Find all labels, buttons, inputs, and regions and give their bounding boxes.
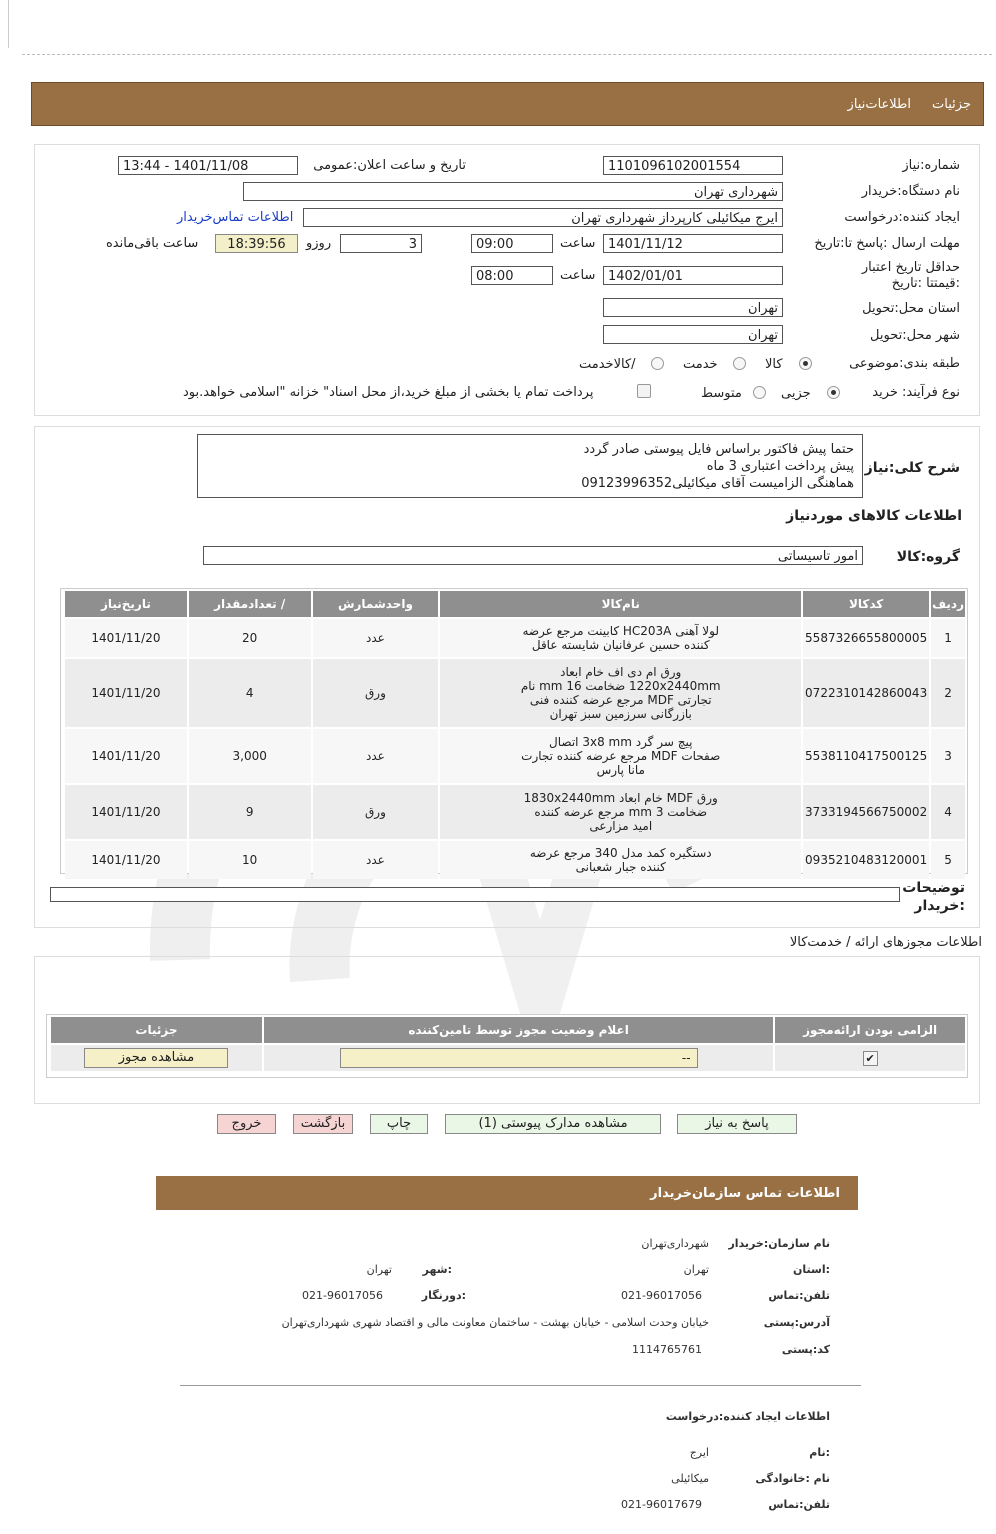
province-field: تهران <box>603 298 783 317</box>
row-name-line: مانا پارس <box>596 763 645 777</box>
contact-phone-label: تلفن:تماس <box>768 1289 830 1302</box>
process-medium-label: متوسط <box>701 386 742 401</box>
province-label: استان محل:تحویل <box>862 301 960 316</box>
back-button[interactable]: بازگشت <box>293 1114 353 1134</box>
contact-postal-label: کد:پستی <box>781 1343 830 1356</box>
buyer-org-label: نام دستگاه:خریدار <box>861 184 960 199</box>
description-line-1: حتما پیش فاکتور براساس فایل پیوستی صادر گردد <box>583 442 854 457</box>
col-row-header: ردیف <box>931 591 965 617</box>
page-header <box>31 82 984 126</box>
row-name-line: کننده جبار شعبانی <box>575 860 666 874</box>
row-index: 4 <box>931 785 965 839</box>
row-code: 0722310142860043 <box>803 659 929 727</box>
row-index: 3 <box>931 729 965 783</box>
row-index: 5 <box>931 841 965 879</box>
col-name-header: نام‌کالا <box>440 591 801 617</box>
buyer-notes-field <box>50 887 900 902</box>
creator-family-label: نام :خانوادگی <box>755 1472 830 1485</box>
row-name <box>440 659 801 727</box>
top-divider <box>22 54 992 55</box>
goods-table-header <box>65 591 965 617</box>
col-qty-header: / تعدادمقدار <box>189 591 311 617</box>
row-name-line: امید مزارعی <box>589 819 653 833</box>
col-date-header: تاریخ‌نیاز <box>65 591 187 617</box>
creator-field: ایرج میکائیلی کارپرداز شهرداری تهران <box>303 208 783 227</box>
row-unit: عدد <box>313 729 439 783</box>
category-service-label: خدمت <box>683 357 718 372</box>
need-number-label: شماره:نیاز <box>902 158 960 173</box>
validity-hour-label: ساعت <box>560 268 596 283</box>
row-code: 5538110417500125 <box>803 729 929 783</box>
row-qty: 4 <box>189 659 311 727</box>
goods-group-label: گروه:کالا <box>896 549 960 565</box>
goods-table-wrapper <box>60 588 968 874</box>
table-row <box>65 729 965 783</box>
row-unit: ورق <box>313 785 439 839</box>
permit-required-checkbox[interactable]: ✔ <box>863 1051 878 1066</box>
row-unit: ورق <box>313 659 439 727</box>
process-medium-radio[interactable] <box>753 386 766 399</box>
creator-phone: 021-96017679 <box>621 1498 702 1511</box>
creator-name: ایرج <box>689 1446 709 1459</box>
permits-table-wrapper <box>46 1014 968 1078</box>
row-code: 3733194566750002 <box>803 785 929 839</box>
creator-family: میکائیلی <box>671 1472 709 1485</box>
row-name <box>440 785 801 839</box>
deadline-time-field: 09:00 <box>471 234 553 253</box>
row-name <box>440 619 801 657</box>
description-line-2: پیش پرداخت اعتباری 3 ماه <box>706 459 854 474</box>
contact-postal: 1114765761 <box>632 1343 702 1356</box>
row-date: 1401/11/20 <box>65 659 187 727</box>
category-both-label: /کالاخدمت <box>579 357 636 372</box>
permit-required-cell <box>775 1045 965 1071</box>
permits-table <box>49 1015 967 1073</box>
process-partial-label: جزیی <box>781 386 811 401</box>
row-qty: 3,000 <box>189 729 311 783</box>
contact-header <box>156 1176 858 1210</box>
buyer-org-field: شهرداری تهران <box>243 182 783 201</box>
col-code-header: کدکالا <box>803 591 929 617</box>
table-row <box>65 619 965 657</box>
row-unit: عدد <box>313 841 439 879</box>
row-name-line: کننده حسین عرفانیان شایسته عاقل <box>531 638 710 652</box>
validity-time-field: 08:00 <box>471 266 553 285</box>
description-line-3: هماهنگی الزامیست آقای میکائیلی09123996352 <box>581 476 854 491</box>
buyer-contact-link[interactable]: اطلاعات تماس‌خریدار <box>177 210 294 225</box>
buyer-notes-label-2: :خریدار <box>914 898 965 914</box>
row-name <box>440 729 801 783</box>
announce-field: 1401/11/08 - 13:44 <box>118 156 298 175</box>
reply-button[interactable]: پاسخ به نیاز <box>677 1114 797 1134</box>
contact-province: تهران <box>683 1263 709 1276</box>
view-attachments-button[interactable]: مشاهده مدارک پیوستی (1) <box>445 1114 661 1134</box>
process-label: نوع فرآیند: خرید <box>872 385 960 400</box>
contact-address: خیابان وحدت اسلامی - خیابان بهشت - ساختمان معاونت مالی و اقتصاد شهری شهرداری‌تهران <box>281 1316 709 1329</box>
contact-fax: 021-96017056 <box>302 1289 383 1302</box>
exit-button[interactable]: خروج <box>217 1114 276 1134</box>
need-number-field: 1101096102001554 <box>603 156 783 175</box>
row-date: 1401/11/20 <box>65 619 187 657</box>
permit-status-header: اعلام وضعیت مجوز توسط تامین‌کننده <box>264 1017 773 1043</box>
remaining-label: ساعت باقی‌مانده <box>106 236 199 251</box>
row-name-line: لولا آهنی HC203A کابینت مرجع عرضه <box>522 624 720 638</box>
row-date: 1401/11/20 <box>65 841 187 879</box>
header-info-tab[interactable]: اطلاعات‌نیاز <box>847 97 911 112</box>
row-qty: 20 <box>189 619 311 657</box>
city-label: شهر محل:تحویل <box>870 328 960 343</box>
table-row <box>65 841 965 879</box>
table-row <box>65 659 965 727</box>
contact-province-label: :استان <box>793 1263 830 1276</box>
row-code: 0935210483120001 <box>803 841 929 879</box>
deadline-label: مهلت ارسال :پاسخ تا:تاریخ <box>814 236 960 251</box>
remaining-time-field: 18:39:56 <box>215 234 298 253</box>
category-service-radio[interactable] <box>733 357 746 370</box>
contact-fax-label: :دورنگار <box>421 1289 466 1302</box>
row-code: 5587326655800005 <box>803 619 929 657</box>
row-name <box>440 841 801 879</box>
description-label: شرح کلی:نیاز <box>864 460 960 476</box>
permit-status-cell <box>264 1045 773 1071</box>
view-permit-button[interactable]: مشاهده مجوز <box>84 1048 228 1068</box>
creator-phone-label: تلفن:تماس <box>768 1498 830 1511</box>
permit-required-header: الزامی بودن ارائه‌مجوز <box>775 1017 965 1043</box>
contact-divider <box>180 1385 861 1386</box>
row-name-line: 1220x2440mm ضخامت 16 mm نام <box>520 679 721 693</box>
row-name-line: تجارتی MDF مرجع عرضه کننده فنی <box>529 693 712 707</box>
treasury-payment-checkbox[interactable] <box>637 384 651 398</box>
row-qty: 10 <box>189 841 311 879</box>
category-goods-label: کالا <box>765 357 783 372</box>
announce-label: تاریخ و ساعت اعلان:عمومی <box>313 158 466 173</box>
row-index: 2 <box>931 659 965 727</box>
row-name-line: ورق ام دی اف خام ابعاد <box>560 665 682 679</box>
print-button[interactable]: چاپ <box>370 1114 428 1134</box>
row-date: 1401/11/20 <box>65 785 187 839</box>
validity-date-field: 1402/01/01 <box>603 266 783 285</box>
buyer-notes-label-1: توضیحات <box>902 880 965 896</box>
process-partial-radio[interactable] <box>827 386 840 399</box>
contact-title: اطلاعات تماس سازمان‌خریدار <box>650 1186 840 1201</box>
left-border-line <box>8 0 9 48</box>
category-label: طبقه بندی:موضوعی <box>849 356 960 371</box>
row-qty: 9 <box>189 785 311 839</box>
row-index: 1 <box>931 619 965 657</box>
row-name-line: صفحات MDF مرجع عرضه کننده تجارت <box>521 749 721 763</box>
table-row <box>65 785 965 839</box>
permit-details-cell <box>51 1045 262 1071</box>
contact-city: تهران <box>366 1263 392 1276</box>
row-name-line: بازرگانی سرزمین سبز تهران <box>549 707 692 721</box>
description-box <box>197 434 863 498</box>
goods-section-title: اطلاعات کالاهای مورد‌نیاز <box>786 508 962 524</box>
row-unit: عدد <box>313 619 439 657</box>
city-field: تهران <box>603 325 783 344</box>
deadline-date-field: 1401/11/12 <box>603 234 783 253</box>
header-details-tab[interactable]: جزئیات <box>932 97 971 112</box>
row-date: 1401/11/20 <box>65 729 187 783</box>
contact-city-label: :شهر <box>422 1263 452 1276</box>
row-name-line: پیچ سر گرد 3x8 mm اتصال <box>549 735 693 749</box>
row-name-line: ورق MDF خام ابعاد 1830x2440mm <box>523 791 718 805</box>
days-field: 3 <box>340 234 422 253</box>
col-unit-header: واحدشمارش <box>313 591 439 617</box>
permit-details-header: جزئیات <box>51 1017 262 1043</box>
table-row <box>51 1045 965 1071</box>
creator-name-label: :نام <box>809 1446 830 1459</box>
contact-org-label: نام سازمان:خریدار <box>728 1237 830 1250</box>
creator-info-title: اطلاعات ایجاد کننده:درخواست <box>665 1410 830 1423</box>
treasury-payment-label: پرداخت تمام یا بخشی از مبلغ خرید،از محل اسناد" خزانه "اسلامی خواهد.بود <box>183 385 594 400</box>
row-name-line: ضخامت 3 mm مرجع عرضه کننده <box>534 805 708 819</box>
creator-label: ایجاد کننده:درخواست <box>844 210 960 225</box>
category-goods-radio[interactable] <box>799 357 812 370</box>
validity-label: حداقل تاریخ اعتبار :قیمتتا :تاریخ <box>861 260 960 291</box>
contact-org: شهرداری‌تهران <box>641 1237 709 1250</box>
contact-phone: 021-96017056 <box>621 1289 702 1302</box>
row-name-line: دستگیره کمد مدل 340 مرجع عرضه <box>529 846 712 860</box>
permit-status-field: -- <box>340 1048 698 1068</box>
category-both-radio[interactable] <box>651 357 664 370</box>
permits-title: اطلاعات مجوزهای ارائه / خدمت‌کالا <box>789 935 982 950</box>
permits-table-header <box>51 1017 965 1043</box>
deadline-hour-label: ساعت <box>560 236 596 251</box>
contact-address-label: آدرس:پستی <box>763 1316 830 1329</box>
goods-table <box>63 589 967 881</box>
goods-group-field: امور تاسیساتی <box>203 546 863 565</box>
days-label: روزو <box>306 236 332 251</box>
